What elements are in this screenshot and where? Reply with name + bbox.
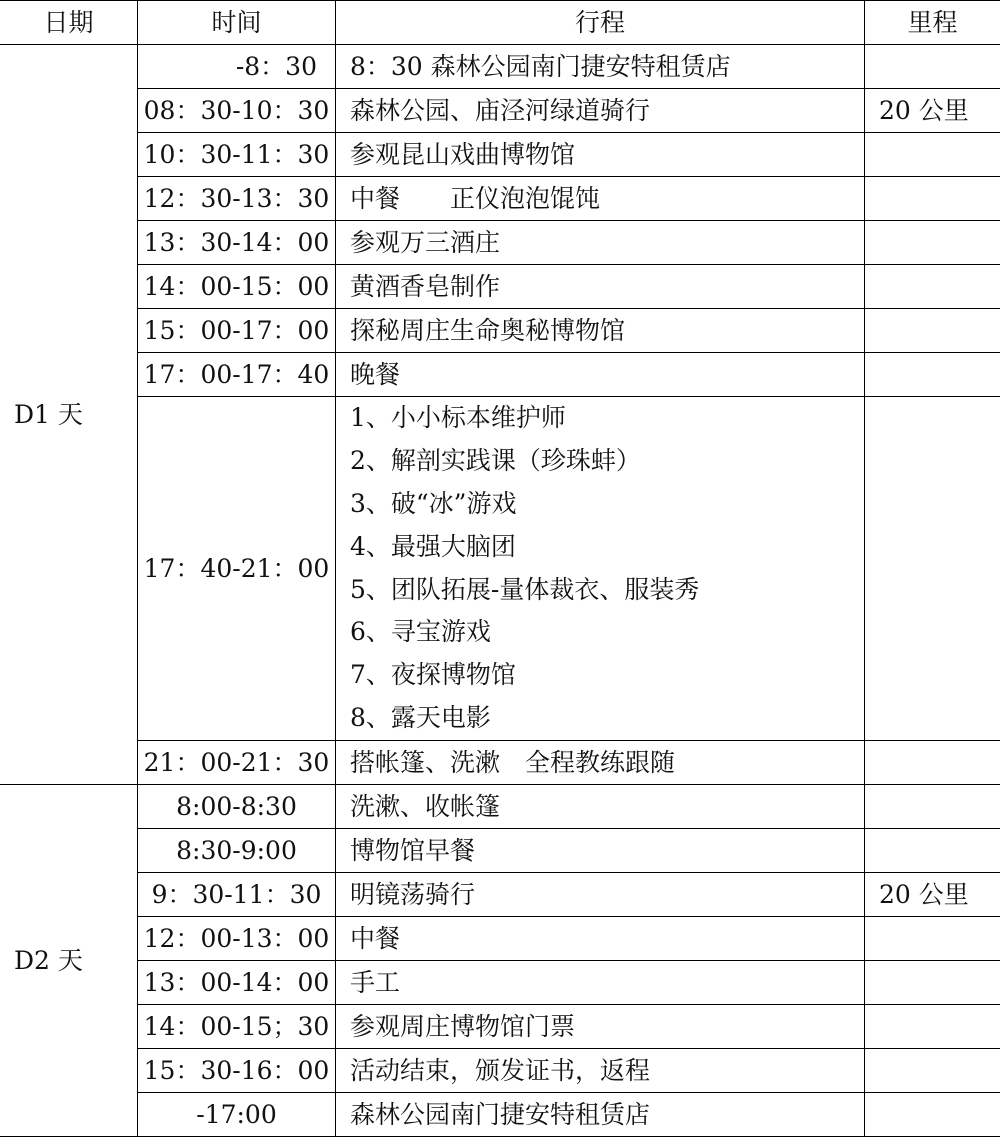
table-row bbox=[0, 1093, 1000, 1137]
header-time: 时间 bbox=[138, 1, 336, 45]
itinerary-cell: 洗漱、收帐篷 bbox=[336, 785, 865, 829]
time-cell: 17：00-17：40 bbox=[138, 353, 336, 397]
table-row bbox=[0, 1049, 1000, 1093]
table-row bbox=[0, 265, 1000, 309]
time-cell: 8:00-8:30 bbox=[138, 785, 336, 829]
distance-cell bbox=[865, 397, 1000, 741]
activity-item: 2、解剖实践课（珍珠蚌） bbox=[350, 445, 641, 475]
activity-item: 6、寻宝游戏 bbox=[350, 617, 491, 647]
header-itinerary: 行程 bbox=[336, 1, 865, 45]
distance-cell bbox=[865, 45, 1000, 89]
table-row bbox=[0, 89, 1000, 133]
table-row bbox=[0, 829, 1000, 873]
time-cell: 10：30-11：30 bbox=[138, 133, 336, 177]
itinerary-cell: 明镜荡骑行 bbox=[336, 873, 865, 917]
distance-cell bbox=[865, 177, 1000, 221]
table-row bbox=[0, 221, 1000, 265]
itinerary-cell: 黄酒香皂制作 bbox=[336, 265, 865, 309]
table-row bbox=[0, 177, 1000, 221]
itinerary-cell: 博物馆早餐 bbox=[336, 829, 865, 873]
activity-item: 8、露天电影 bbox=[350, 703, 491, 733]
itinerary-cell: 参观万三酒庄 bbox=[336, 221, 865, 265]
time-cell: 12：00-13：00 bbox=[138, 917, 336, 961]
activity-item: 5、团队拓展-量体裁衣、服装秀 bbox=[350, 574, 700, 604]
table-row bbox=[0, 45, 1000, 89]
time-cell: 15：00-17：00 bbox=[138, 309, 336, 353]
itinerary-cell: 参观昆山戏曲博物馆 bbox=[336, 133, 865, 177]
table-row bbox=[0, 133, 1000, 177]
time-cell: 12：30-13：30 bbox=[138, 177, 336, 221]
time-cell: 15：30-16：00 bbox=[138, 1049, 336, 1093]
time-cell: 08：30-10：30 bbox=[138, 89, 336, 133]
itinerary-cell: 参观周庄博物馆门票 bbox=[336, 1005, 865, 1049]
table-row bbox=[0, 353, 1000, 397]
distance-cell bbox=[865, 1005, 1000, 1049]
table-row bbox=[0, 873, 1000, 917]
distance-cell bbox=[865, 741, 1000, 785]
header-row bbox=[0, 1, 1000, 45]
activity-item: 4、最强大脑团 bbox=[350, 531, 516, 561]
table-row-activities bbox=[0, 397, 1000, 741]
activity-item: 7、夜探博物馆 bbox=[350, 660, 516, 690]
activities-cell bbox=[336, 397, 865, 741]
distance-cell bbox=[865, 265, 1000, 309]
itinerary-cell: 探秘周庄生命奥秘博物馆 bbox=[336, 309, 865, 353]
activity-item: 1、小小标本维护师 bbox=[350, 403, 566, 432]
table-row bbox=[0, 961, 1000, 1005]
time-cell: 13：00-14：00 bbox=[138, 961, 336, 1005]
itinerary-cell: 森林公园、庙泾河绿道骑行 bbox=[336, 89, 865, 133]
distance-cell bbox=[865, 353, 1000, 397]
activity-item: 3、破“冰”游戏 bbox=[350, 488, 517, 518]
day1-label: D1 天 bbox=[0, 45, 138, 785]
table-row bbox=[0, 1005, 1000, 1049]
distance-cell bbox=[865, 829, 1000, 873]
distance-cell bbox=[865, 961, 1000, 1005]
distance-cell bbox=[865, 785, 1000, 829]
distance-cell bbox=[865, 221, 1000, 265]
itinerary-cell: 中餐 正仪泡泡馄饨 bbox=[336, 177, 865, 221]
itinerary-cell: 搭帐篷、洗漱 全程教练跟随 bbox=[336, 741, 865, 785]
distance-cell bbox=[865, 133, 1000, 177]
distance-cell bbox=[865, 917, 1000, 961]
itinerary-cell: 中餐 bbox=[336, 917, 865, 961]
time-cell: 9：30-11：30 bbox=[138, 873, 336, 917]
day2-label: D2 天 bbox=[0, 785, 138, 1137]
table-row bbox=[0, 785, 1000, 829]
table-row bbox=[0, 917, 1000, 961]
table-row bbox=[0, 741, 1000, 785]
time-cell: 13：30-14：00 bbox=[138, 221, 336, 265]
header-distance: 里程 bbox=[865, 1, 1000, 45]
table-row bbox=[0, 309, 1000, 353]
itinerary-cell: 手工 bbox=[336, 961, 865, 1005]
time-cell: 8:30-9:00 bbox=[138, 829, 336, 873]
itinerary-cell: 晚餐 bbox=[336, 353, 865, 397]
time-cell: 14：00-15；30 bbox=[138, 1005, 336, 1049]
time-cell: -8：30 bbox=[138, 45, 336, 89]
time-cell: 17：40-21：00 bbox=[138, 397, 336, 741]
itinerary-cell: 活动结束，颁发证书，返程 bbox=[336, 1049, 865, 1093]
time-cell: 14：00-15：00 bbox=[138, 265, 336, 309]
distance-cell bbox=[865, 309, 1000, 353]
distance-cell: 20 公里 bbox=[865, 89, 1000, 133]
time-cell: 21：00-21：30 bbox=[138, 741, 336, 785]
time-cell: -17:00 bbox=[138, 1093, 336, 1137]
distance-cell bbox=[865, 1049, 1000, 1093]
itinerary-cell: 8：30 森林公园南门捷安特租赁店 bbox=[336, 45, 865, 89]
distance-cell: 20 公里 bbox=[865, 873, 1000, 917]
distance-cell bbox=[865, 1093, 1000, 1137]
itinerary-cell: 森林公园南门捷安特租赁店 bbox=[336, 1093, 865, 1137]
header-date: 日期 bbox=[0, 1, 138, 45]
